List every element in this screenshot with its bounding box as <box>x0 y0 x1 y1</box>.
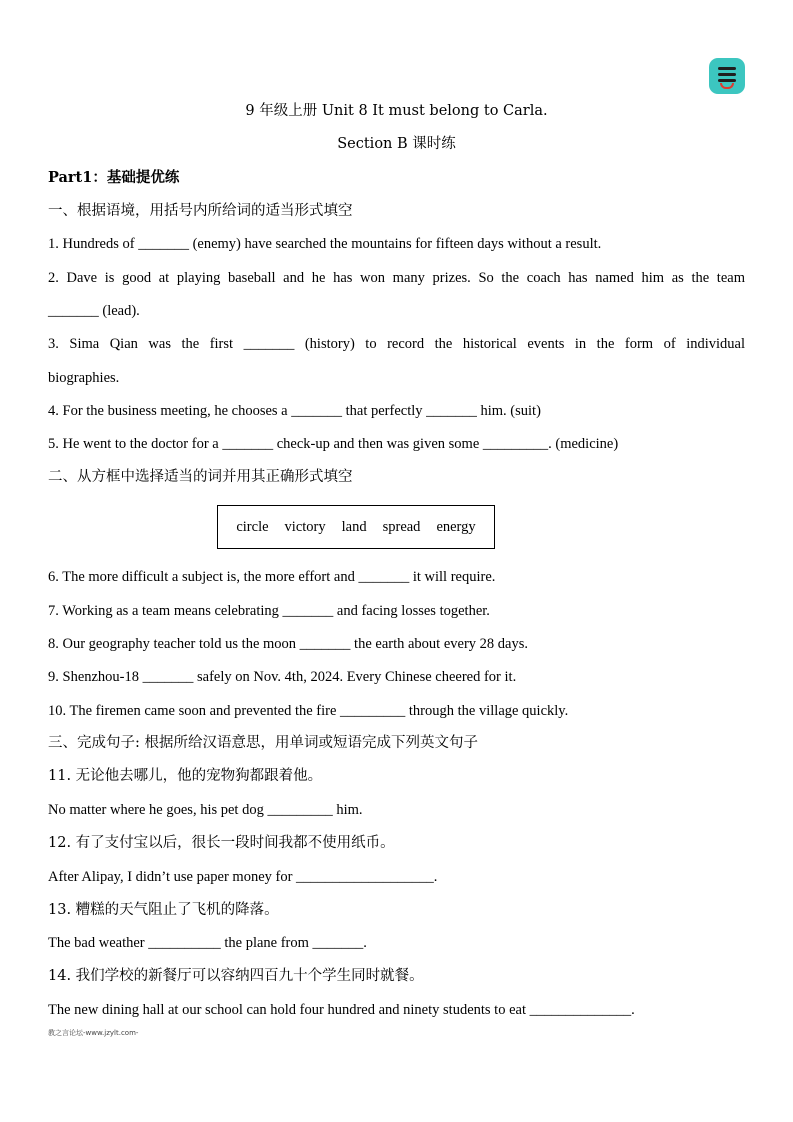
question-6: 6. The more difficult a subject is, the more effort and _______ it will require. <box>48 569 496 585</box>
question-13-english: The bad weather __________ the plane from _______. <box>48 935 367 951</box>
question-12-english: After Alipay, I didn’t use paper money for ___________________. <box>48 869 438 885</box>
question-4: 4. For the business meeting, he chooses a _______ that perfectly _______ him. (suit) <box>48 403 541 419</box>
part1-heading: Part1：基础提优练 <box>48 169 180 186</box>
word-box-item: energy <box>436 518 476 535</box>
document-subtitle: Section B 课时练 <box>337 136 456 152</box>
question-14-chinese: 14. 我们学校的新餐厅可以容纳四百九十个学生同时就餐。 <box>48 968 424 984</box>
question-12-chinese: 12. 有了支付宝以后，很长一段时间我都不使用纸币。 <box>48 835 395 851</box>
word-box-item: victory <box>284 518 326 535</box>
footer-watermark: 教之言论坛-www.jzylt.com- <box>48 1029 139 1037</box>
question-14-english: The new dining hall at our school can hold four hundred and ninety students to eat ______________. <box>48 1002 635 1018</box>
question-11-chinese: 11. 无论他去哪儿，他的宠物狗都跟着他。 <box>48 768 323 784</box>
question-13-chinese: 13. 糟糕的天气阻止了飞机的降落。 <box>48 902 279 918</box>
brand-logo-icon <box>709 58 745 94</box>
section1-heading: 一、根据语境，用括号内所给词的适当形式填空 <box>48 203 353 219</box>
question-11-english: No matter where he goes, his pet dog _________ him. <box>48 802 363 818</box>
question-2-line2: _______ (lead). <box>48 303 140 319</box>
question-10: 10. The firemen came soon and prevented the fire _________ through the village quickly. <box>48 703 569 719</box>
word-box <box>217 505 495 549</box>
question-8: 8. Our geography teacher told us the moon _______ the earth about every 28 days. <box>48 636 528 652</box>
section2-heading: 二、从方框中选择适当的词并用其正确形式填空 <box>48 469 353 485</box>
question-9: 9. Shenzhou-18 _______ safely on Nov. 4th, 2024. Every Chinese cheered for it. <box>48 669 517 685</box>
word-box-item: circle <box>236 518 269 535</box>
question-3-line2: biographies. <box>48 370 120 386</box>
question-1: 1. Hundreds of _______ (enemy) have searched the mountains for fifteen days without a result. <box>48 236 602 252</box>
question-7: 7. Working as a team means celebrating _______ and facing losses together. <box>48 603 490 619</box>
question-5: 5. He went to the doctor for a _______ check-up and then was given some _________. (medicine) <box>48 436 619 452</box>
document-title: 9 年级上册 Unit 8 It must belong to Carla. <box>245 103 548 119</box>
question-2-line1: 2. Dave is good at playing baseball and he has won many prizes. So the coach has named him as the team <box>48 270 745 286</box>
word-box-item: land <box>341 518 367 535</box>
section3-heading: 三、完成句子: 根据所给汉语意思，用单词或短语完成下列英文句子 <box>48 735 478 751</box>
question-3-line1: 3. Sima Qian was the first _______ (history) to record the historical events in the form of individual <box>48 336 745 352</box>
word-box-item: spread <box>382 518 421 535</box>
